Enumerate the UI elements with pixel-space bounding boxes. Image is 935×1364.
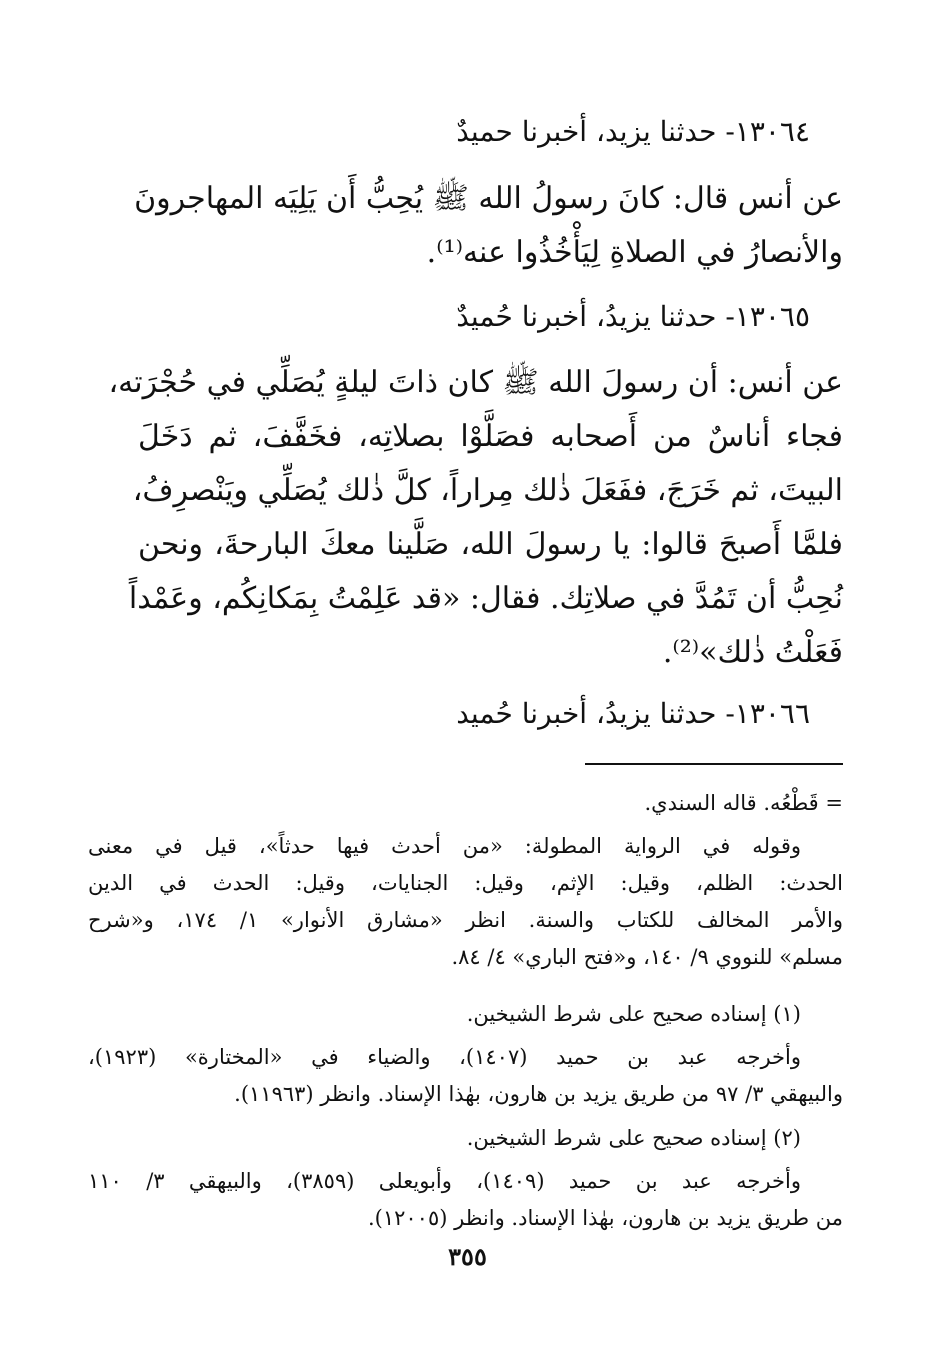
footnote-line: وأخرجه عبد بن حميد (١٤٠٧)، والضياء في «المختارة» (١٩٢٣)،	[88, 1045, 801, 1069]
footnote-line: والبيهقي ٣/ ٩٧ من طريق يزيد بن هارون، بهٰذا الإسناد. وانظر (١١٩٦٣).	[234, 1082, 843, 1106]
footnote-line: وأخرجه عبد بن حميد (١٤٠٩)، وأبويعلى (٣٨٥٩)، والبيهقي ٣/ ١١٠	[88, 1169, 801, 1193]
text-line: والأنصارُ في الصلاةِ لِيَأْخُذُوا عنه⁽¹⁾.	[426, 235, 843, 270]
footnote-line: من طريق يزيد بن هارون، بهٰذا الإسناد. وانظر (١٢٠٠٥).	[367, 1206, 843, 1230]
footnote-line: وقوله في الرواية المطولة: «من أحدث فيها حدثاً»، قيل في معنى	[88, 834, 801, 858]
footnote-1-text	[88, 1039, 843, 1113]
text-line: عن أنس قال: كانَ رسولُ الله ﷺ يُحِبُّ أَن يَلِيَه المهاجرونَ	[134, 181, 843, 216]
footnote-1-title: (١) إسناده صحيح على شرط الشيخين.	[466, 1002, 801, 1026]
text-line: فَعَلْتُ ذٰلك»⁽²⁾.	[662, 635, 843, 670]
footnote-2	[88, 1120, 843, 1157]
footnote-line: = قَطْعُه. قاله السندي.	[644, 791, 843, 815]
text-line: فلمَّا أَصبحَ قالوا: يا رسولَ الله، صَلَّينا معكَ البارحةَ، ونحن	[138, 527, 843, 562]
text-line: عن أنس: أن رسولَ الله ﷺ كان ذاتَ ليلةٍ يُصَلِّي في حُجْرَته،	[108, 365, 843, 400]
hadith-13066-header: ١٣٠٦٦- حدثنا يزيدُ، أخبرنا حُميد	[456, 697, 810, 730]
footnote-line: والأمر المخالف للكتاب والسنة. انظر «مشارق الأنوار» ١/ ١٧٤، و«شرح	[88, 908, 843, 932]
footnote-divider	[585, 763, 843, 765]
text-line: البيتَ، ثم خَرَجَ، ففَعَلَ ذٰلك مِراراً، كلَّ ذٰلك يُصَلِّي ويَنْصرِفُ،	[132, 473, 843, 508]
text-line: نُحِبُّ أن تَمُدَّ في صلاتِك. فقال: «قد عَلِمْتُ بِمَكانِكُم، وعَمْداً	[128, 581, 843, 616]
footnote-2-text	[88, 1163, 843, 1237]
footnote-line: مسلم» للنووي ٩/ ١٤٠، و«فتح الباري» ٤/ ٨٤.	[451, 945, 843, 969]
hadith-13064-text	[134, 172, 843, 280]
page-number: ٣٥٥	[448, 1242, 487, 1271]
footnote-1	[88, 996, 843, 1033]
hadith-13065-text	[108, 356, 843, 680]
footnote-line: الحدث: الظلم، وقيل: الإثم، وقيل: الجنايات، وقيل: الحدث في الدين	[88, 871, 843, 895]
text-line: فجاء أناسٌ من أَصحابه فصَلَّوْا بصلاتِه، فخَفَّفَ، ثم دَخَلَ	[138, 419, 843, 454]
footnote-paragraph	[88, 828, 843, 976]
hadith-13064-header: ١٣٠٦٤- حدثنا يزيد، أخبرنا حميدٌ	[456, 115, 810, 148]
footnote-continuation	[88, 785, 843, 822]
hadith-13065-header: ١٣٠٦٥- حدثنا يزيدُ، أخبرنا حُميدٌ	[456, 300, 810, 333]
footnote-2-title: (٢) إسناده صحيح على شرط الشيخين.	[466, 1126, 801, 1150]
